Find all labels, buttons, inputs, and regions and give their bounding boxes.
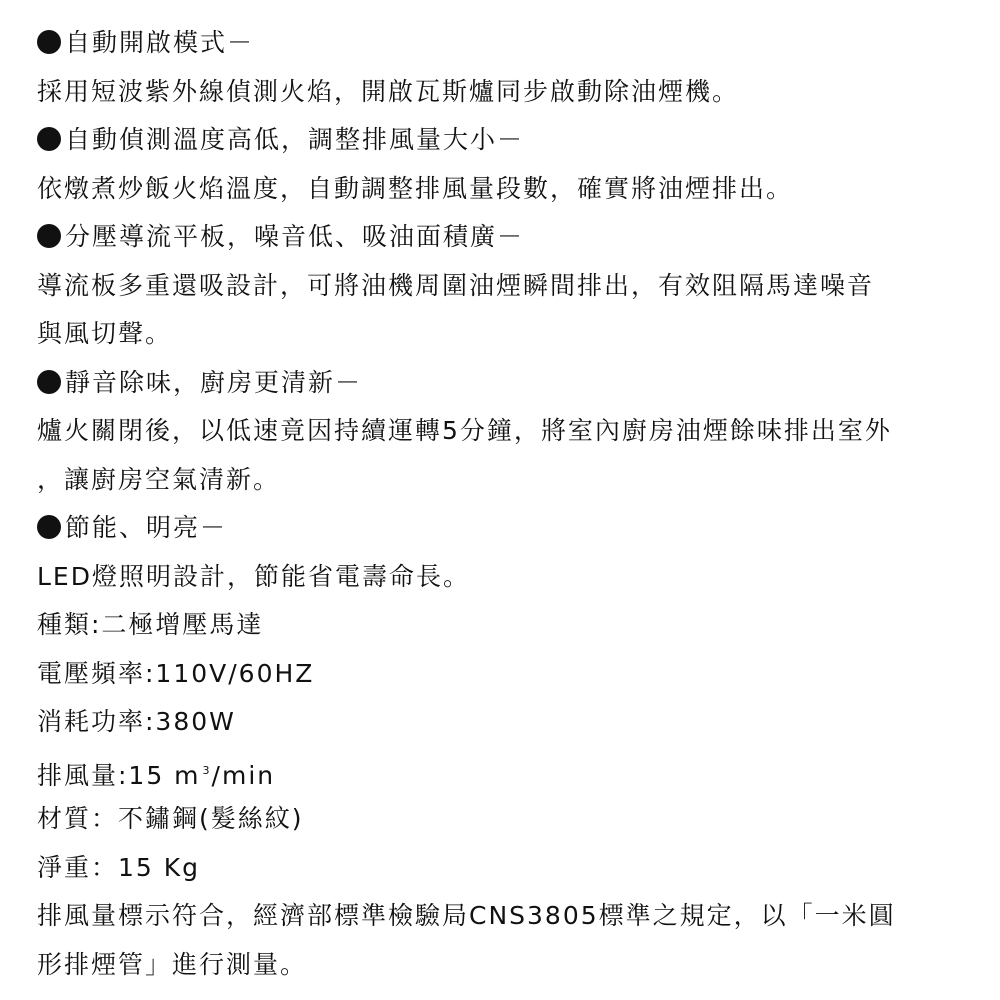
spec-material: 材質：不鏽鋼(髮絲紋) xyxy=(37,804,304,833)
feature-body-line: LED燈照明設計，節能省電壽命長。 xyxy=(37,561,470,591)
bullet-icon xyxy=(37,370,61,394)
bullet-icon xyxy=(37,515,61,539)
spec-power: 消耗功率:380W xyxy=(37,707,236,736)
bullet-icon xyxy=(37,127,61,151)
spec-airflow-prefix: 排風量:15 m xyxy=(37,760,201,790)
feature-heading-low-noise xyxy=(37,213,987,262)
feature-heading-text: 自動偵測溫度高低，調整排風量大小－ xyxy=(65,125,525,154)
product-spec-document xyxy=(37,19,987,989)
spec-airflow xyxy=(37,747,987,796)
spec-note-line: 形排煙管」進行測量。 xyxy=(37,949,308,979)
feature-body-line: 依燉煮炒飯火焰溫度，自動調整排風量段數，確實將油煙排出。 xyxy=(37,173,794,203)
feature-body-line: ，讓廚房空氣清新。 xyxy=(37,464,281,494)
feature-heading-text: 分壓導流平板，噪音低、吸油面積廣－ xyxy=(65,222,525,251)
spec-voltage: 電壓頻率:110V/60HZ xyxy=(37,658,315,688)
feature-heading-silent-deodorize xyxy=(37,359,987,408)
feature-heading-text: 節能、明亮－ xyxy=(65,513,228,542)
spec-airflow-superscript: 3 xyxy=(202,763,210,777)
spec-note-line: 排風量標示符合，經濟部標準檢驗局CNS3805標準之規定，以「一米圓 xyxy=(37,901,896,930)
feature-heading-temperature-detection xyxy=(37,116,987,165)
bullet-icon xyxy=(37,30,61,54)
feature-heading-text: 自動開啟模式－ xyxy=(65,28,255,57)
bullet-icon xyxy=(37,224,61,248)
feature-heading-text: 靜音除味，廚房更清新－ xyxy=(65,367,363,397)
spec-weight: 淨重：15 Kg xyxy=(37,852,201,882)
feature-body-line: 與風切聲。 xyxy=(37,319,173,348)
feature-heading-energy-saving xyxy=(37,504,987,553)
feature-heading-auto-start xyxy=(37,19,987,68)
spec-airflow-suffix: /min xyxy=(211,760,276,790)
feature-body-line: 爐火關閉後，以低速竟因持續運轉5分鐘，將室內廚房油煙餘味排出室外 xyxy=(37,416,892,445)
spec-type: 種類:二極增壓馬達 xyxy=(37,610,264,639)
feature-body-line: 導流板多重還吸設計，可將油機周圍油煙瞬間排出，有效阻隔馬達噪音 xyxy=(37,270,875,300)
feature-body-line: 採用短波紫外線偵測火焰，開啟瓦斯爐同步啟動除油煙機。 xyxy=(37,76,740,106)
